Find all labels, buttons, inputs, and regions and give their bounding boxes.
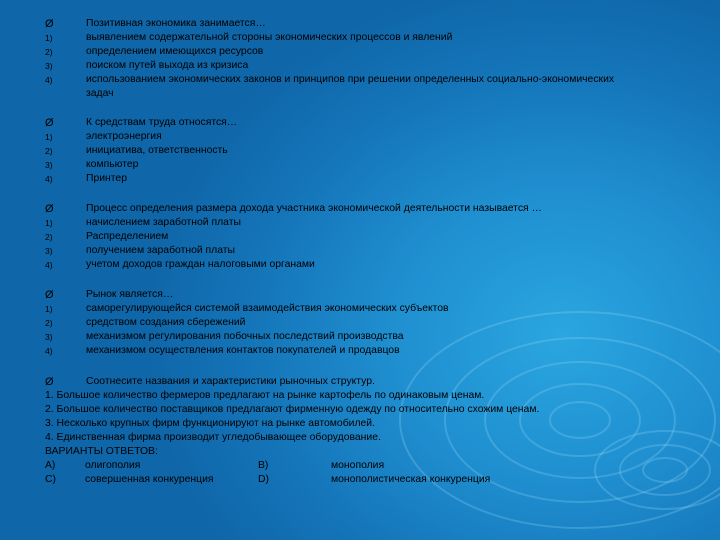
- variant-letter: D): [258, 474, 269, 485]
- variant-letter: A): [45, 460, 56, 471]
- option-text: выявлением содержательной стороны экономических процессов и явлений: [86, 32, 453, 43]
- variant-text: олигополия: [85, 460, 141, 471]
- option-number: 1): [45, 218, 53, 228]
- arrow-bullet-icon: Ø: [45, 203, 54, 215]
- option-number: 2): [45, 146, 53, 156]
- option-row: [0, 330, 720, 344]
- option-row: [0, 144, 720, 158]
- variant-text: монополия: [331, 460, 385, 471]
- option-number: 4): [45, 75, 53, 85]
- option-number: 4): [45, 260, 53, 270]
- question-prompt-row: [0, 288, 720, 302]
- question-prompt: Соотнесите названия и характеристики рыночных структур.: [86, 376, 375, 387]
- question-prompt: К средствам труда относятся…: [86, 117, 238, 128]
- question-1: [0, 17, 720, 101]
- arrow-bullet-icon: Ø: [45, 289, 54, 301]
- variant-letter: C): [45, 474, 56, 485]
- option-row: [0, 258, 720, 272]
- characteristic-item: 1. Большое количество фермеров предлагают на рынке картофель по одинаковым ценам.: [45, 390, 485, 401]
- question-prompt: Процесс определения размера дохода участника экономической деятельности называется …: [86, 203, 542, 214]
- variants-row: [45, 459, 685, 473]
- question-prompt: Позитивная экономика занимается…: [86, 18, 266, 29]
- option-text: получением заработной платы: [86, 245, 236, 256]
- option-row: [0, 130, 720, 144]
- option-text: Принтер: [86, 173, 127, 184]
- option-number: 3): [45, 160, 53, 170]
- question-prompt-row: [0, 116, 720, 130]
- characteristic-item: 4. Единственная фирма производит угледобывающее оборудование.: [45, 432, 381, 443]
- option-number: 1): [45, 132, 53, 142]
- option-row: [0, 172, 720, 186]
- option-row: [0, 31, 720, 45]
- option-text: электроэнергия: [86, 131, 162, 142]
- question-2: [0, 116, 720, 186]
- characteristic-item: 2. Большое количество поставщиков предлагают фирменную одежду по относительно схожим ценам.: [45, 404, 540, 415]
- option-number: 1): [45, 304, 53, 314]
- question-prompt-row: [0, 17, 720, 31]
- option-text: компьютер: [86, 159, 139, 170]
- option-number: 2): [45, 47, 53, 57]
- option-row: [0, 45, 720, 59]
- option-number: 3): [45, 332, 53, 342]
- option-text: поиском путей выхода из кризиса: [86, 60, 249, 71]
- arrow-bullet-icon: Ø: [45, 376, 54, 388]
- option-row: [0, 73, 720, 101]
- variants-row: [45, 473, 685, 487]
- option-text: инициатива, ответственность: [86, 145, 228, 156]
- option-text: использованием экономических законов и принципов при решении определенных социально-экономических задач: [86, 74, 615, 99]
- option-number: 4): [45, 346, 53, 356]
- option-text: определением имеющихся ресурсов: [86, 46, 264, 57]
- option-text: саморегулирующейся системой взаимодействия экономических субъектов: [86, 303, 449, 314]
- arrow-bullet-icon: Ø: [45, 117, 54, 129]
- option-number: 1): [45, 33, 53, 43]
- variant-text: монополистическая конкуренция: [331, 474, 491, 485]
- question-prompt-row: [45, 375, 685, 389]
- variant-letter: B): [258, 460, 269, 471]
- option-row: [0, 302, 720, 316]
- question-5: [45, 375, 685, 487]
- characteristic-item: 3. Несколько крупных фирм функционируют на рынке автомобилей.: [45, 418, 376, 429]
- arrow-bullet-icon: Ø: [45, 18, 54, 30]
- variants-label: ВАРИАНТЫ ОТВЕТОВ:: [45, 446, 158, 457]
- option-number: 2): [45, 318, 53, 328]
- option-text: Распределением: [86, 231, 169, 242]
- option-text: начислением заработной платы: [86, 217, 241, 228]
- option-number: 3): [45, 61, 53, 71]
- option-text: средством создания сбережений: [86, 317, 246, 328]
- question-prompt-row: [0, 202, 720, 216]
- option-number: 3): [45, 246, 53, 256]
- option-row: [0, 316, 720, 330]
- option-row: [0, 158, 720, 172]
- option-text: механизмом осуществления контактов покупателей и продавцов: [86, 345, 400, 356]
- question-prompt: Рынок является…: [86, 289, 174, 300]
- option-number: 4): [45, 174, 53, 184]
- option-row: [0, 244, 720, 258]
- option-row: [0, 59, 720, 73]
- option-row: [0, 344, 720, 358]
- option-text: учетом доходов граждан налоговыми органами: [86, 259, 315, 270]
- option-number: 2): [45, 232, 53, 242]
- option-row: [0, 230, 720, 244]
- option-text: механизмом регулирования побочных последствий производства: [86, 331, 404, 342]
- question-3: [0, 202, 720, 272]
- question-4: [0, 288, 720, 358]
- option-row: [0, 216, 720, 230]
- variant-text: совершенная конкуренция: [85, 474, 214, 485]
